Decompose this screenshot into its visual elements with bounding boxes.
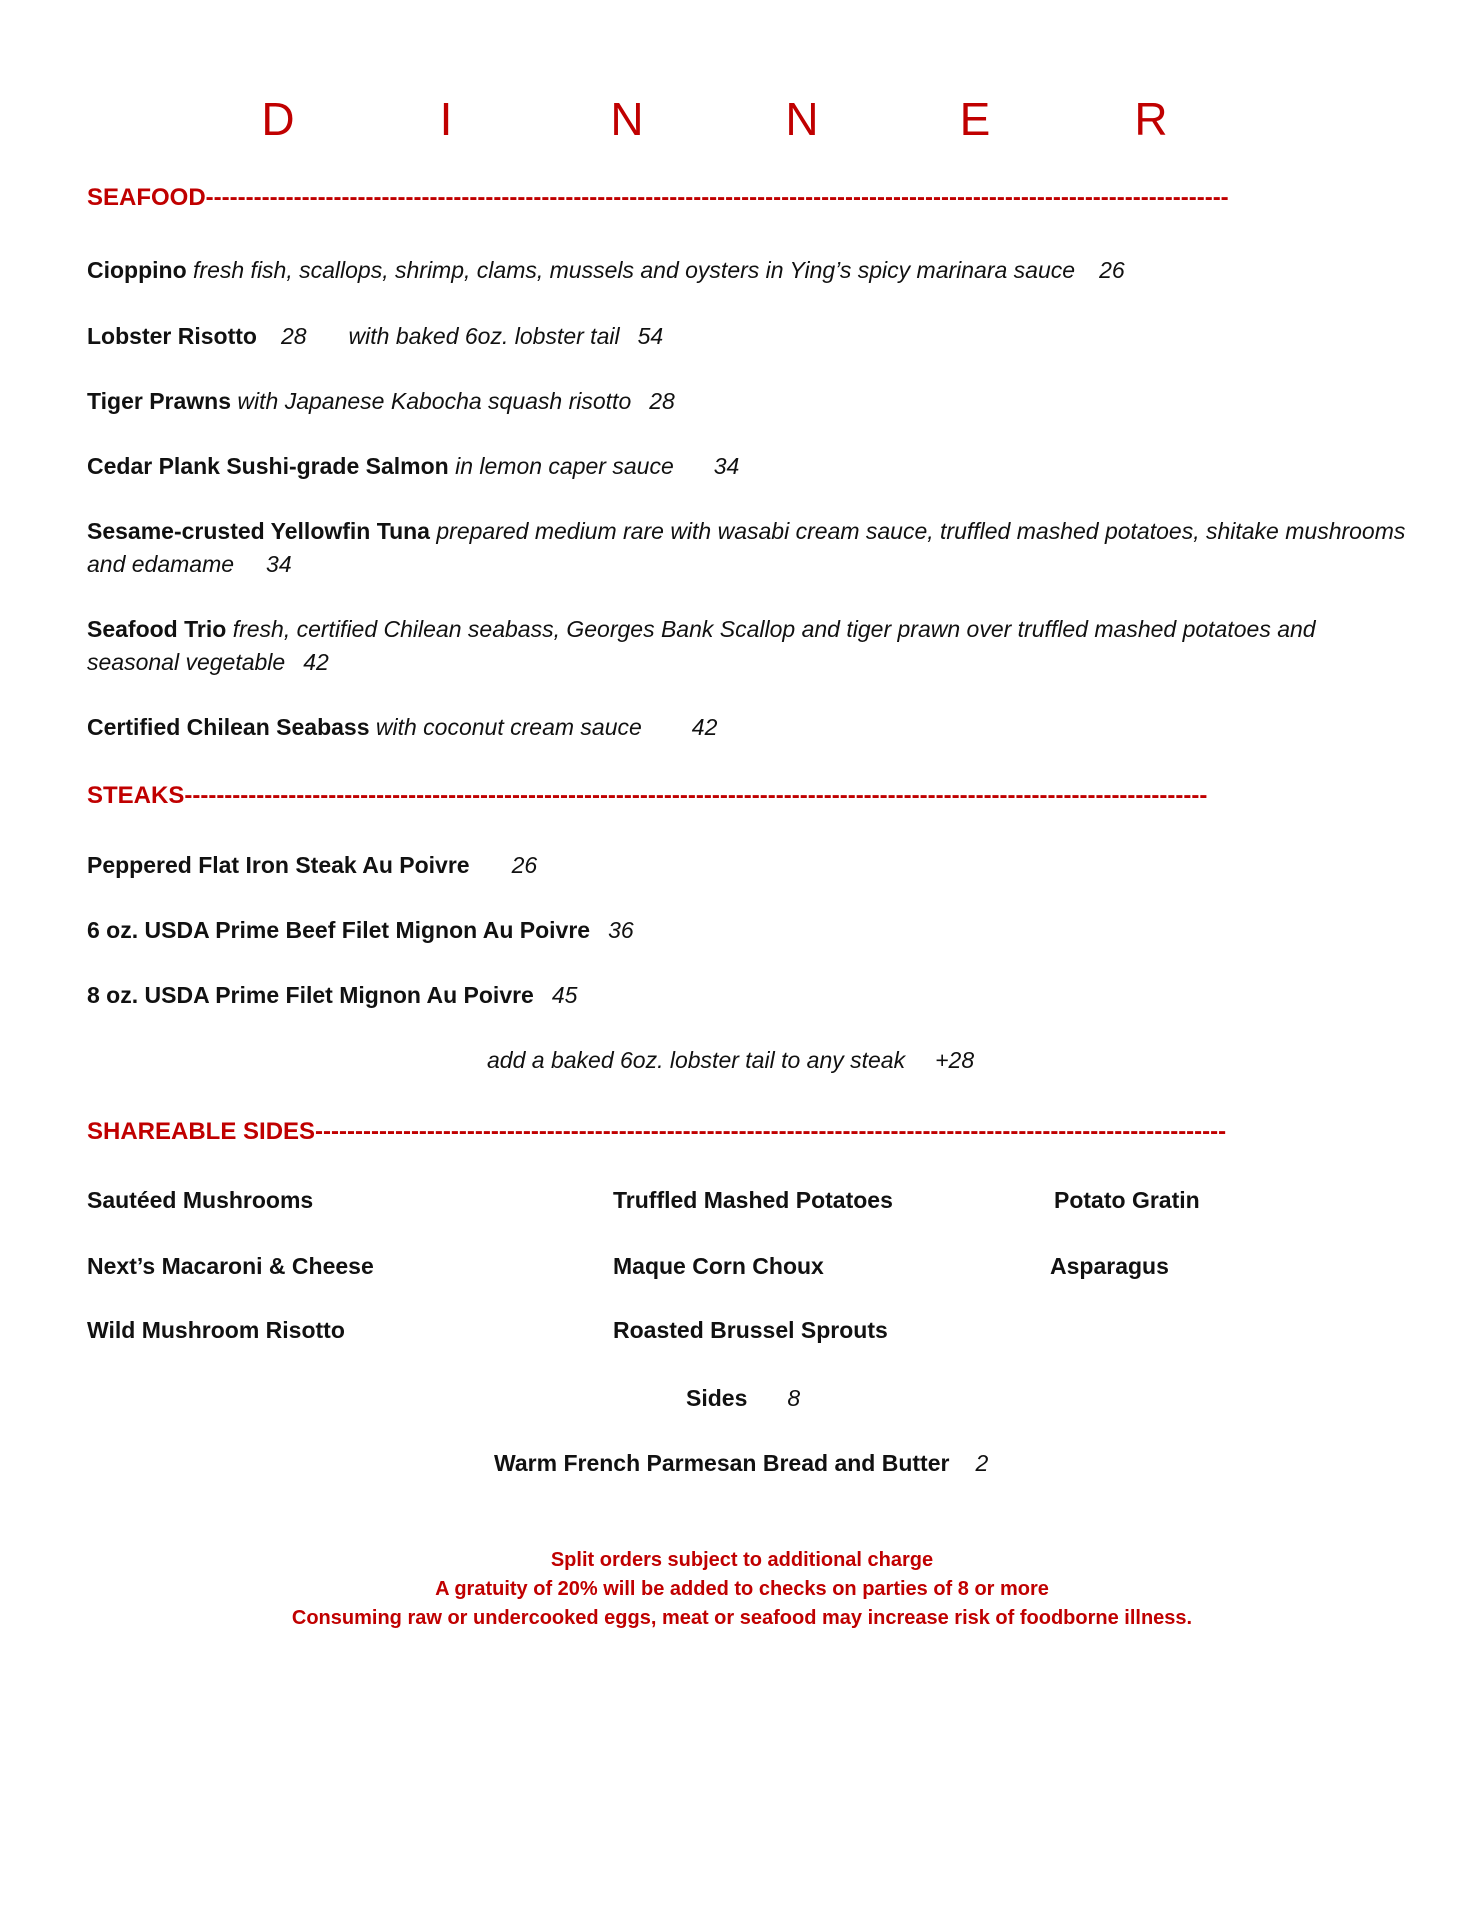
item-price: 45 xyxy=(551,982,578,1008)
item-description: prepared medium rare with wasabi cream sauce, truffled mashed potatoes, shitake mushrooms and edamame xyxy=(87,518,1406,577)
side-item: Maque Corn Choux xyxy=(613,1253,824,1279)
menu-item-6oz-filet-mignon xyxy=(87,914,634,947)
note-gratuity: A gratuity of 20% will be added to checks on parties of 8 or more xyxy=(435,1578,1049,1600)
item-name: Peppered Flat Iron Steak Au Poivre xyxy=(87,852,470,878)
menu-item-flat-iron-steak xyxy=(87,849,537,882)
item-description: with baked 6oz. lobster tail xyxy=(348,323,620,349)
sides-price-line xyxy=(686,1382,800,1415)
title-letter: R xyxy=(1134,93,1168,145)
side-item: Sautéed Mushrooms xyxy=(87,1187,314,1213)
item-price: 34 xyxy=(266,551,292,577)
item-price: 26 xyxy=(511,852,538,878)
menu-item-cioppino xyxy=(87,254,1125,287)
note-split-orders: Split orders subject to additional charge xyxy=(550,1549,934,1571)
item-price: 28 xyxy=(280,323,307,349)
item-name: Sesame-crusted Yellowfin Tuna xyxy=(87,518,430,544)
side-item: Wild Mushroom Risotto xyxy=(87,1317,345,1343)
item-description: fresh, certified Chilean seabass, Georges Bank Scallop and tiger prawn over truffled mashed potatoes and seasonal vegetable xyxy=(87,616,1316,675)
item-price: 34 xyxy=(713,453,740,479)
item-name: Cedar Plank Sushi-grade Salmon xyxy=(87,453,449,479)
side-item: Next’s Macaroni & Cheese xyxy=(87,1253,374,1279)
item-name: Certified Chilean Seabass xyxy=(87,714,370,740)
item-description: fresh fish, scallops, shrimp, clams, mussels and oysters in Ying’s spicy marinara sauce xyxy=(193,257,1076,283)
menu-item-cedar-plank-salmon xyxy=(87,450,739,483)
item-price: 36 xyxy=(608,917,634,943)
bread-label: Warm French Parmesan Bread and Butter xyxy=(494,1450,950,1476)
title-letter: N xyxy=(785,93,819,145)
menu-item-seafood-trio xyxy=(87,613,1407,679)
item-name: 6 oz. USDA Prime Beef Filet Mignon Au Poivre xyxy=(87,917,591,943)
item-price: 26 xyxy=(1099,257,1125,283)
title-letter: I xyxy=(439,93,453,145)
sides-heading: SHAREABLE SIDES------------------------------------------------------------------------------------------------------------------ xyxy=(87,1118,1227,1145)
title-letter: D xyxy=(261,93,295,145)
sides-price: 8 xyxy=(787,1385,801,1411)
menu-item-8oz-filet-mignon xyxy=(87,979,577,1012)
menu-item-yellowfin-tuna xyxy=(87,515,1407,581)
sides-label: Sides xyxy=(686,1385,748,1411)
seafood-heading: SEAFOOD-------------------------------------------------------------------------------------------------------------------------------- xyxy=(87,184,1229,211)
bread-line xyxy=(494,1447,988,1480)
item-name: Tiger Prawns xyxy=(87,388,232,414)
note-food-safety: Consuming raw or undercooked eggs, meat or seafood may increase risk of foodborne illness. xyxy=(291,1607,1193,1629)
side-item: Asparagus xyxy=(1050,1253,1169,1279)
bread-price: 2 xyxy=(975,1450,989,1476)
menu-item-tiger-prawns xyxy=(87,385,675,418)
item-price: 42 xyxy=(691,714,718,740)
menu-item-lobster-risotto xyxy=(87,320,663,353)
item-description: with coconut cream sauce xyxy=(375,714,642,740)
addon-price: +28 xyxy=(935,1047,975,1073)
item-price: 42 xyxy=(303,649,329,675)
item-price: 28 xyxy=(649,388,675,414)
side-item: Roasted Brussel Sprouts xyxy=(613,1317,888,1343)
side-item: Potato Gratin xyxy=(1054,1187,1200,1213)
title-letter: N xyxy=(610,93,644,145)
item-description: with Japanese Kabocha squash risotto xyxy=(237,388,632,414)
item-name: Cioppino xyxy=(87,257,187,283)
addon-text: add a baked 6oz. lobster tail to any steak xyxy=(487,1047,906,1073)
item-description: in lemon caper sauce xyxy=(455,453,674,479)
steaks-heading: STEAKS-------------------------------------------------------------------------------------------------------------------------------- xyxy=(87,782,1208,809)
side-item: Truffled Mashed Potatoes xyxy=(613,1187,893,1213)
menu-item-chilean-seabass xyxy=(87,711,717,744)
title-letter: E xyxy=(959,93,991,145)
item-price-2: 54 xyxy=(637,323,664,349)
item-name: Lobster Risotto xyxy=(87,323,257,349)
menu-title xyxy=(0,92,1484,152)
item-name: 8 oz. USDA Prime Filet Mignon Au Poivre xyxy=(87,982,534,1008)
footer-notes xyxy=(0,1546,1484,1633)
item-name: Seafood Trio xyxy=(87,616,227,642)
steak-addon xyxy=(487,1044,974,1077)
